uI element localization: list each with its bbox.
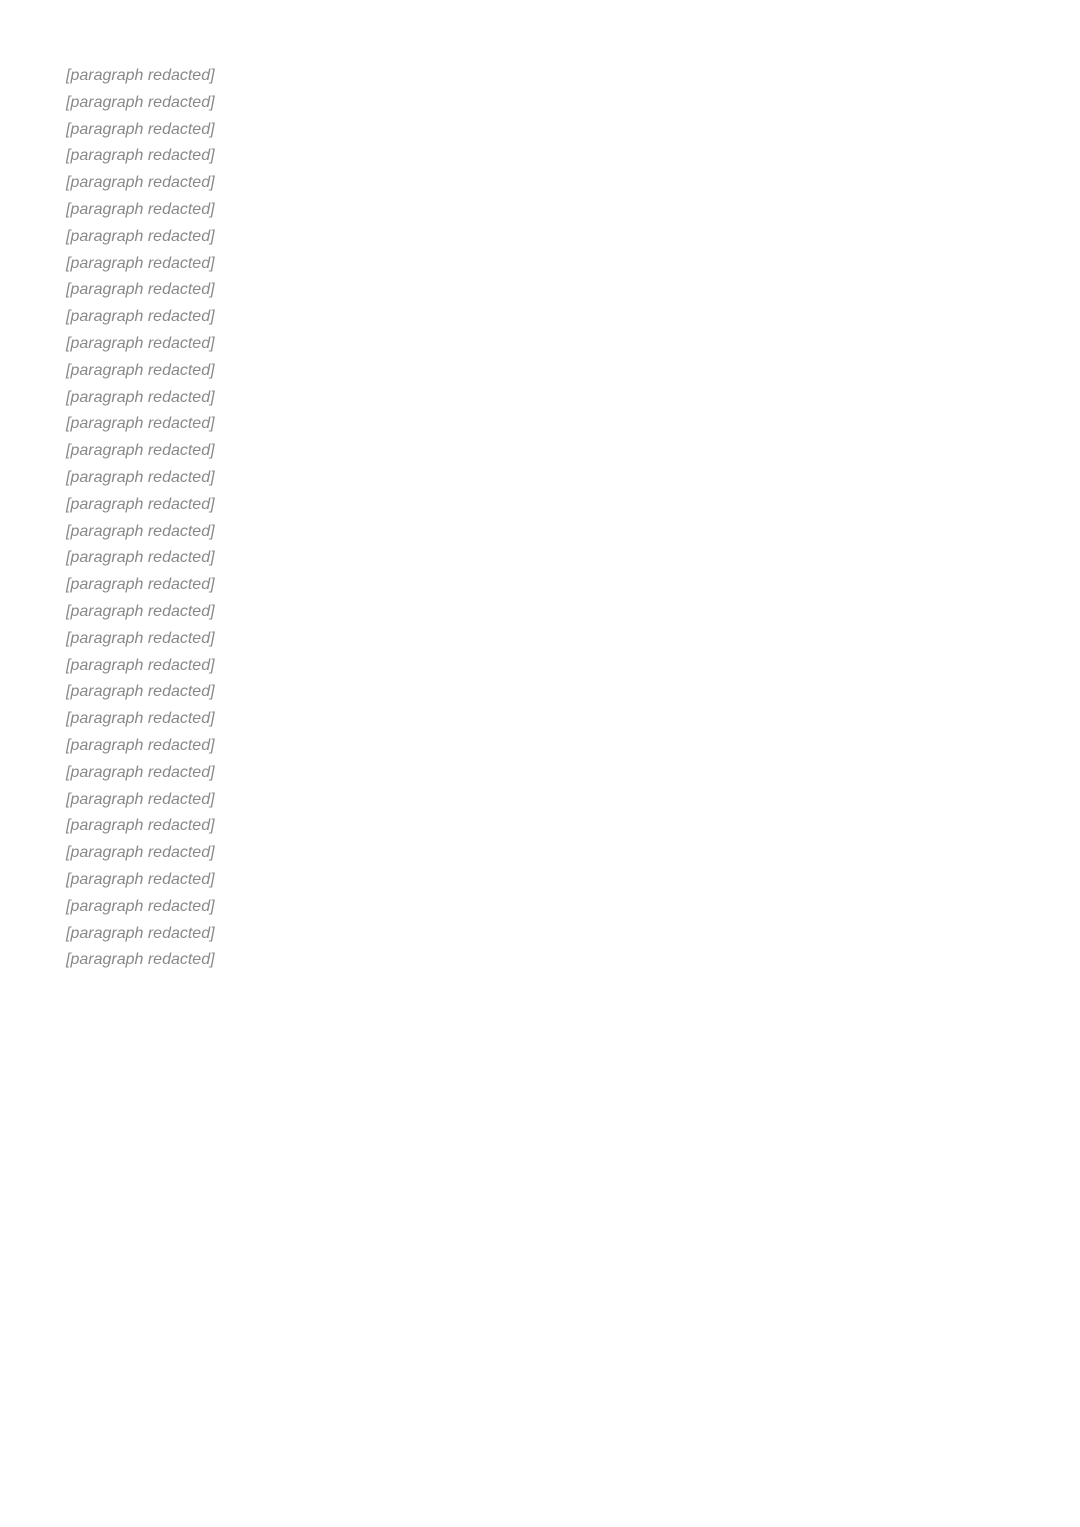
paragraph: [paragraph redacted]	[66, 308, 215, 326]
paragraph: [paragraph redacted]	[66, 67, 215, 84]
paragraph: [paragraph redacted]	[66, 200, 215, 218]
paragraph: [paragraph redacted]	[66, 361, 215, 379]
paragraph: [paragraph redacted]	[66, 334, 215, 352]
paragraph: [paragraph redacted]	[66, 254, 215, 272]
paragraph: [paragraph redacted]	[66, 656, 215, 674]
paragraph: [paragraph redacted]	[66, 468, 215, 486]
paragraph: [paragraph redacted]	[66, 388, 215, 406]
paragraph: [paragraph redacted]	[66, 174, 215, 192]
paragraph: [paragraph redacted]	[66, 549, 215, 567]
paragraph: [paragraph redacted]	[66, 924, 215, 942]
paragraph: [paragraph redacted]	[66, 844, 215, 862]
paragraph: [paragraph redacted]	[66, 93, 215, 111]
paragraph: [paragraph redacted]	[66, 710, 215, 728]
paragraph: [paragraph redacted]	[66, 442, 215, 460]
paragraph: [paragraph redacted]	[66, 147, 215, 165]
paragraph: [paragraph redacted]	[66, 120, 215, 138]
paragraph: [paragraph redacted]	[66, 870, 215, 888]
paragraph: [paragraph redacted]	[66, 576, 215, 594]
paragraph: [paragraph redacted]	[66, 790, 215, 808]
paragraph: [paragraph redacted]	[66, 683, 215, 701]
paragraph: [paragraph redacted]	[66, 227, 215, 245]
paragraph: [paragraph redacted]	[66, 951, 215, 969]
paragraph: [paragraph redacted]	[66, 495, 215, 513]
paragraph: [paragraph redacted]	[66, 602, 215, 620]
paragraph: [paragraph redacted]	[66, 817, 215, 835]
paragraph: [paragraph redacted]	[66, 415, 215, 433]
paragraph: [paragraph redacted]	[66, 736, 215, 754]
paragraph: [paragraph redacted]	[66, 281, 215, 299]
paragraph: [paragraph redacted]	[66, 629, 215, 647]
paragraph: [paragraph redacted]	[66, 897, 215, 915]
paragraph: [paragraph redacted]	[66, 522, 215, 540]
paragraph: [paragraph redacted]	[66, 763, 215, 781]
paragraph-container	[66, 64, 1014, 973]
